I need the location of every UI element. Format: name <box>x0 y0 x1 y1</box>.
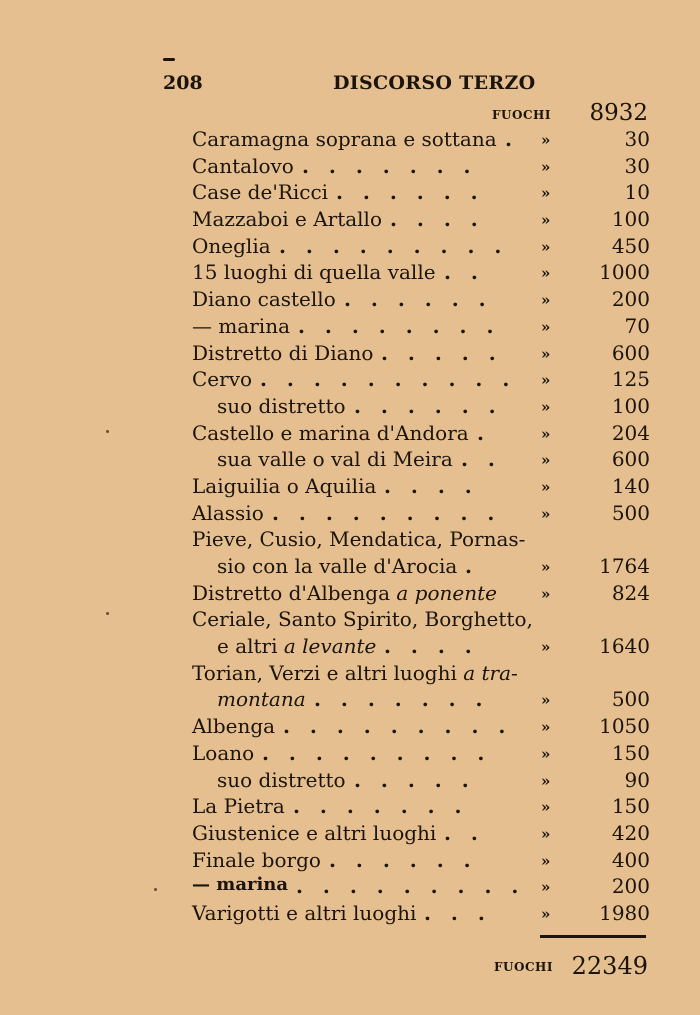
hearth-count: 100 <box>611 393 650 418</box>
leader-dots: . . . . . . . . . <box>279 233 508 258</box>
place-name <box>192 874 288 895</box>
place-text: — marina <box>192 313 291 338</box>
place-text: — marina <box>192 874 289 896</box>
page-header <box>160 72 660 102</box>
leader-dots: . . . . <box>384 634 479 659</box>
list-item <box>0 420 700 447</box>
place-text: sio con la valle d'Arocia <box>217 554 458 578</box>
list-item <box>0 366 700 393</box>
ditto-mark: » <box>541 851 551 870</box>
place-name <box>192 367 252 391</box>
ditto-mark: » <box>541 824 551 843</box>
leader-dots: . <box>465 554 479 578</box>
leader-dots: . . . . . . . . . <box>283 714 512 739</box>
total-rule <box>540 935 646 938</box>
place-text: suo distretto <box>217 393 346 418</box>
place-text: Laiguilia o Aquilia <box>192 473 377 498</box>
place-text: Mazzaboi e Artallo <box>192 207 382 232</box>
place-name <box>217 447 453 471</box>
list-item <box>0 153 700 180</box>
leader-dots: . . <box>444 820 485 845</box>
total-value: 22349 <box>571 952 648 980</box>
leader-dots: . . . . <box>384 473 479 498</box>
list-item <box>0 767 700 794</box>
place-text: Castello e marina d'Andora <box>192 420 469 445</box>
place-text: sua valle o val di Meira <box>217 447 453 472</box>
place-name <box>192 848 321 872</box>
list-item <box>0 126 700 153</box>
list-item <box>0 259 700 286</box>
place-name <box>192 287 336 311</box>
hearth-count: 125 <box>611 367 650 392</box>
leader-dots: . . . . . . . . . <box>272 500 501 525</box>
hearth-count-list <box>0 126 700 927</box>
list-item <box>0 713 700 740</box>
place-text: 15 luoghi di quella valle <box>192 260 436 285</box>
place-text: Giustenice e altri luoghi <box>192 820 437 845</box>
carried-value: 8932 <box>589 100 648 126</box>
hearth-count: 30 <box>624 127 650 151</box>
top-dash-mark <box>163 58 175 61</box>
list-item <box>0 820 700 847</box>
place-text: Oneglia <box>192 233 271 258</box>
ditto-mark: » <box>541 744 551 763</box>
hearth-count: 150 <box>611 794 650 819</box>
ditto-mark: » <box>541 878 551 897</box>
place-name <box>192 180 328 204</box>
place-text: Varigotti e altri luoghi <box>192 900 417 925</box>
hearth-count: 600 <box>611 340 650 365</box>
hearth-count: 600 <box>611 447 650 472</box>
ditto-mark: » <box>541 344 551 363</box>
leader-dots: . . . . . . <box>329 847 478 872</box>
carried-forward <box>0 100 700 128</box>
list-item <box>0 606 700 633</box>
hearth-count: 500 <box>611 687 650 712</box>
place-name <box>192 527 525 551</box>
ditto-mark: » <box>541 638 551 657</box>
hearth-count: 30 <box>624 153 650 178</box>
list-item <box>0 313 700 340</box>
hearth-count: 450 <box>611 233 650 258</box>
place-name <box>192 741 254 765</box>
leader-dots: . . . . . . . . <box>298 313 500 338</box>
place-text: Distretto d'Albenga <box>192 580 390 605</box>
ditto-mark: » <box>541 504 551 523</box>
place-text: suo distretto <box>217 767 346 792</box>
hearth-count: 70 <box>624 313 650 338</box>
place-name <box>192 474 376 498</box>
leader-dots: . . <box>461 447 502 472</box>
place-text: Distretto di Diano <box>192 340 374 365</box>
carried-label: FUOCHI <box>492 108 551 122</box>
list-item <box>0 393 700 420</box>
place-name <box>192 607 533 631</box>
place-text: Ceriale, Santo Spirito, Borghetto, <box>192 607 533 632</box>
list-item <box>0 580 700 607</box>
hearth-count: 500 <box>611 500 650 525</box>
ditto-mark: » <box>541 397 551 416</box>
ditto-mark: » <box>541 904 551 923</box>
ditto-mark: » <box>541 718 551 737</box>
place-name <box>192 661 518 685</box>
ditto-mark: » <box>541 771 551 790</box>
list-item <box>0 686 700 713</box>
hearth-count: 1050 <box>599 714 650 739</box>
ditto-mark: » <box>541 317 551 336</box>
margin-speck <box>154 888 157 891</box>
hearth-count: 420 <box>611 820 650 845</box>
leader-dots: . . . . . <box>381 340 503 365</box>
leader-dots: . . . . . . . . . <box>262 740 491 765</box>
place-name <box>217 554 457 578</box>
place-name <box>192 314 290 338</box>
place-name <box>192 127 497 151</box>
place-text: La Pietra <box>192 794 285 819</box>
list-item <box>0 660 700 687</box>
place-name <box>217 634 376 658</box>
place-name <box>192 260 436 284</box>
list-item <box>0 233 700 260</box>
place-text: Cervo <box>192 367 253 392</box>
list-item <box>0 179 700 206</box>
place-name <box>192 341 373 365</box>
ditto-mark: » <box>541 451 551 470</box>
place-text: Case de'Ricci <box>192 180 329 205</box>
leader-dots: . <box>505 127 519 151</box>
place-name <box>192 821 436 845</box>
page-number: 208 <box>163 72 203 94</box>
place-text: Loano <box>192 740 255 765</box>
place-name <box>192 154 294 178</box>
leader-dots: . . . . . <box>354 767 476 792</box>
ditto-mark: » <box>541 424 551 443</box>
place-name <box>192 501 264 525</box>
list-item <box>0 473 700 500</box>
place-name <box>192 421 469 445</box>
ditto-mark: » <box>541 237 551 256</box>
leader-dots: . . . . . . . . . . <box>260 367 516 392</box>
list-item <box>0 526 700 553</box>
ditto-mark: » <box>541 691 551 710</box>
total-line <box>0 952 700 982</box>
place-name <box>192 901 416 925</box>
list-item <box>0 900 700 927</box>
place-name <box>192 794 285 818</box>
list-item <box>0 340 700 367</box>
leader-dots: . . . <box>424 900 492 925</box>
place-name <box>192 234 271 258</box>
leader-dots: . . . . <box>390 207 485 232</box>
leader-dots: . . . . . . . . . <box>296 874 525 899</box>
hearth-count: 100 <box>611 207 650 232</box>
ditto-mark: » <box>541 291 551 310</box>
list-item <box>0 873 700 900</box>
list-item <box>0 446 700 473</box>
place-italic-text: a levante <box>283 634 377 659</box>
hearth-count: 204 <box>611 420 650 445</box>
total-label: FUOCHI <box>494 960 553 974</box>
place-name <box>192 207 382 231</box>
place-italic-text: a tra- <box>463 660 518 685</box>
hearth-count: 1000 <box>599 260 650 285</box>
leader-dots: . . . . . . . <box>302 153 478 178</box>
place-name <box>217 394 346 418</box>
place-italic-text: montana <box>217 687 306 712</box>
hearth-count: 1640 <box>599 634 650 659</box>
ditto-mark: » <box>541 584 551 603</box>
place-name <box>217 768 346 792</box>
hearth-count: 200 <box>611 874 650 899</box>
ditto-mark: » <box>541 157 551 176</box>
place-text: Caramagna soprana e sottana <box>192 127 497 151</box>
hearth-count: 824 <box>611 580 650 605</box>
margin-speck <box>106 612 109 615</box>
hearth-count: 140 <box>611 473 650 498</box>
margin-speck <box>106 430 109 433</box>
ditto-mark: » <box>541 371 551 390</box>
ditto-mark: » <box>541 184 551 203</box>
place-italic-text: a ponente <box>396 580 497 605</box>
leader-dots: . . . . . . <box>336 180 485 205</box>
list-item <box>0 847 700 874</box>
list-item <box>0 206 700 233</box>
ditto-mark: » <box>541 131 551 149</box>
ditto-mark: » <box>541 798 551 817</box>
place-text: Cantalovo <box>192 153 294 178</box>
place-text: Alassio <box>192 500 264 525</box>
leader-dots: . . . . . . . <box>314 687 490 712</box>
leader-dots: . <box>477 420 491 445</box>
place-text: e altri <box>217 634 278 659</box>
place-text: Albenga <box>192 714 276 739</box>
hearth-count: 400 <box>611 847 650 872</box>
list-item <box>0 793 700 820</box>
hearth-count: 10 <box>624 180 650 205</box>
leader-dots: . . . . . . <box>354 393 503 418</box>
ditto-mark: » <box>541 264 551 283</box>
list-item <box>0 633 700 660</box>
place-text: Torian, Verzi e altri luoghi <box>192 660 457 685</box>
leader-dots: . . <box>444 260 485 285</box>
leader-dots: . . . . . . <box>344 287 493 312</box>
place-text: Finale borgo <box>192 847 321 872</box>
list-item <box>0 500 700 527</box>
place-text: Pieve, Cusio, Mendatica, Pornas- <box>192 527 526 552</box>
list-item <box>0 553 700 580</box>
hearth-count: 200 <box>611 287 650 312</box>
ditto-mark: » <box>541 477 551 496</box>
hearth-count: 150 <box>611 740 650 765</box>
hearth-count: 90 <box>624 767 650 792</box>
place-name <box>217 687 306 711</box>
running-title: DISCORSO TERZO <box>333 72 536 94</box>
list-item <box>0 740 700 767</box>
hearth-count: 1764 <box>599 554 650 578</box>
leader-dots: . . . . . . . <box>293 794 469 819</box>
hearth-count: 1980 <box>599 900 650 925</box>
place-name <box>192 714 275 738</box>
ditto-mark: » <box>541 211 551 230</box>
place-name <box>192 581 497 605</box>
list-item <box>0 286 700 313</box>
place-text: Diano castello <box>192 287 336 312</box>
ditto-mark: » <box>541 558 551 576</box>
